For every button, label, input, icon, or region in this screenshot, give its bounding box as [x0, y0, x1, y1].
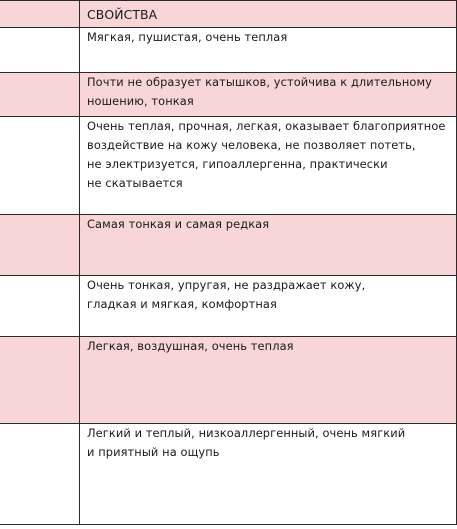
row-label-cell — [0, 276, 80, 337]
table-row — [0, 424, 457, 525]
properties-text-line: Мягкая, пушистая, очень теплая — [87, 30, 288, 44]
properties-text-line: Легкая, воздушная, очень теплая — [87, 339, 294, 353]
properties-text-line: Очень теплая, прочная, легкая, оказывает благоприятное — [87, 119, 446, 133]
row-properties-cell — [80, 73, 457, 117]
table-row — [0, 28, 457, 73]
row-label-cell — [0, 28, 80, 73]
properties-text-line: Очень тонкая, упругая, не раздражает кожу, — [87, 278, 366, 292]
table-row — [0, 337, 457, 424]
row-label-cell — [0, 73, 80, 117]
header-cell-1 — [0, 1, 80, 28]
properties-text-line: Самая тонкая и самая редкая — [87, 217, 270, 231]
table-row — [0, 215, 457, 276]
properties-text-line: и приятный на ощупь — [87, 445, 220, 459]
table-row — [0, 117, 457, 215]
properties-text-line: Почти не образует катышков, устойчива к длительному — [87, 75, 432, 89]
row-label-cell — [0, 215, 80, 276]
row-properties-cell — [80, 215, 457, 276]
header-cell-properties: СВОЙСТВА — [80, 1, 457, 28]
row-label-cell — [0, 337, 80, 424]
row-properties-cell — [80, 28, 457, 73]
properties-text-line: ношению, тонкая — [87, 94, 194, 108]
properties-text-line: Легкий и теплый, низкоаллергенный, очень мягкий — [87, 426, 406, 440]
table-row — [0, 276, 457, 337]
row-label-cell — [0, 117, 80, 215]
row-properties-cell — [80, 117, 457, 215]
table-row — [0, 73, 457, 117]
properties-text-line: не электризуется, гипоаллергенна, практически — [87, 157, 388, 171]
row-properties-cell — [80, 337, 457, 424]
properties-text-line: воздействие на кожу человека, не позволяет потеть, — [87, 138, 416, 152]
table-header-row — [0, 1, 457, 28]
properties-text-line: гладкая и мягкая, комфортная — [87, 297, 277, 311]
row-properties-cell — [80, 424, 457, 525]
row-properties-cell — [80, 276, 457, 337]
row-label-cell — [0, 424, 80, 525]
properties-text-line: не скатывается — [87, 176, 183, 190]
